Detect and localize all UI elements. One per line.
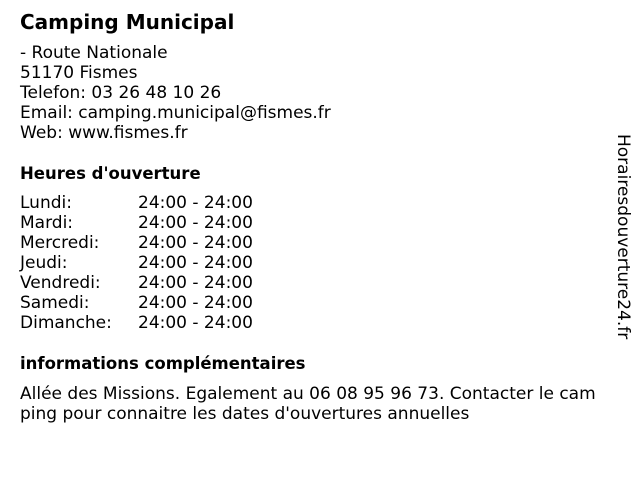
time-range: 24:00 - 24:00: [138, 233, 253, 253]
hours-table: [20, 193, 253, 333]
day-label: Dimanche:: [20, 313, 112, 333]
time-range: 24:00 - 24:00: [138, 273, 253, 293]
info-heading: informations complémentaires: [20, 354, 306, 373]
day-label: Lundi:: [20, 193, 72, 213]
day-label: Mercredi:: [20, 233, 100, 253]
time-range: 24:00 - 24:00: [138, 213, 253, 233]
listing-title: Camping Municipal: [20, 10, 235, 34]
hours-row-thursday: [20, 253, 253, 273]
phone-line: Telefon: 03 26 48 10 26: [20, 83, 222, 103]
hours-row-sunday: [20, 313, 253, 333]
hours-heading: Heures d'ouverture: [20, 164, 201, 183]
time-range: 24:00 - 24:00: [138, 313, 253, 333]
hours-row-wednesday: [20, 233, 253, 253]
info-text: Allée des Missions. Egalement au 06 08 95 96 73. Contacter le camping pour connaitre les dates d'ouvertures annuelles: [20, 384, 596, 424]
hours-row-friday: [20, 273, 253, 293]
day-label: Samedi:: [20, 293, 90, 313]
hours-row-monday: [20, 193, 253, 213]
city-line: 51170 Fismes: [20, 63, 138, 83]
hours-row-saturday: [20, 293, 253, 313]
day-label: Vendredi:: [20, 273, 101, 293]
site-watermark: Horairesdouverture24.fr: [613, 134, 633, 340]
day-label: Jeudi:: [20, 253, 68, 273]
street-line: - Route Nationale: [20, 43, 168, 63]
email-line: Email: camping.municipal@fismes.fr: [20, 103, 331, 123]
address-block: [20, 43, 331, 143]
hours-row-tuesday: [20, 213, 253, 233]
day-label: Mardi:: [20, 213, 74, 233]
website-line: Web: www.fismes.fr: [20, 123, 188, 143]
time-range: 24:00 - 24:00: [138, 193, 253, 213]
time-range: 24:00 - 24:00: [138, 253, 253, 273]
time-range: 24:00 - 24:00: [138, 293, 253, 313]
